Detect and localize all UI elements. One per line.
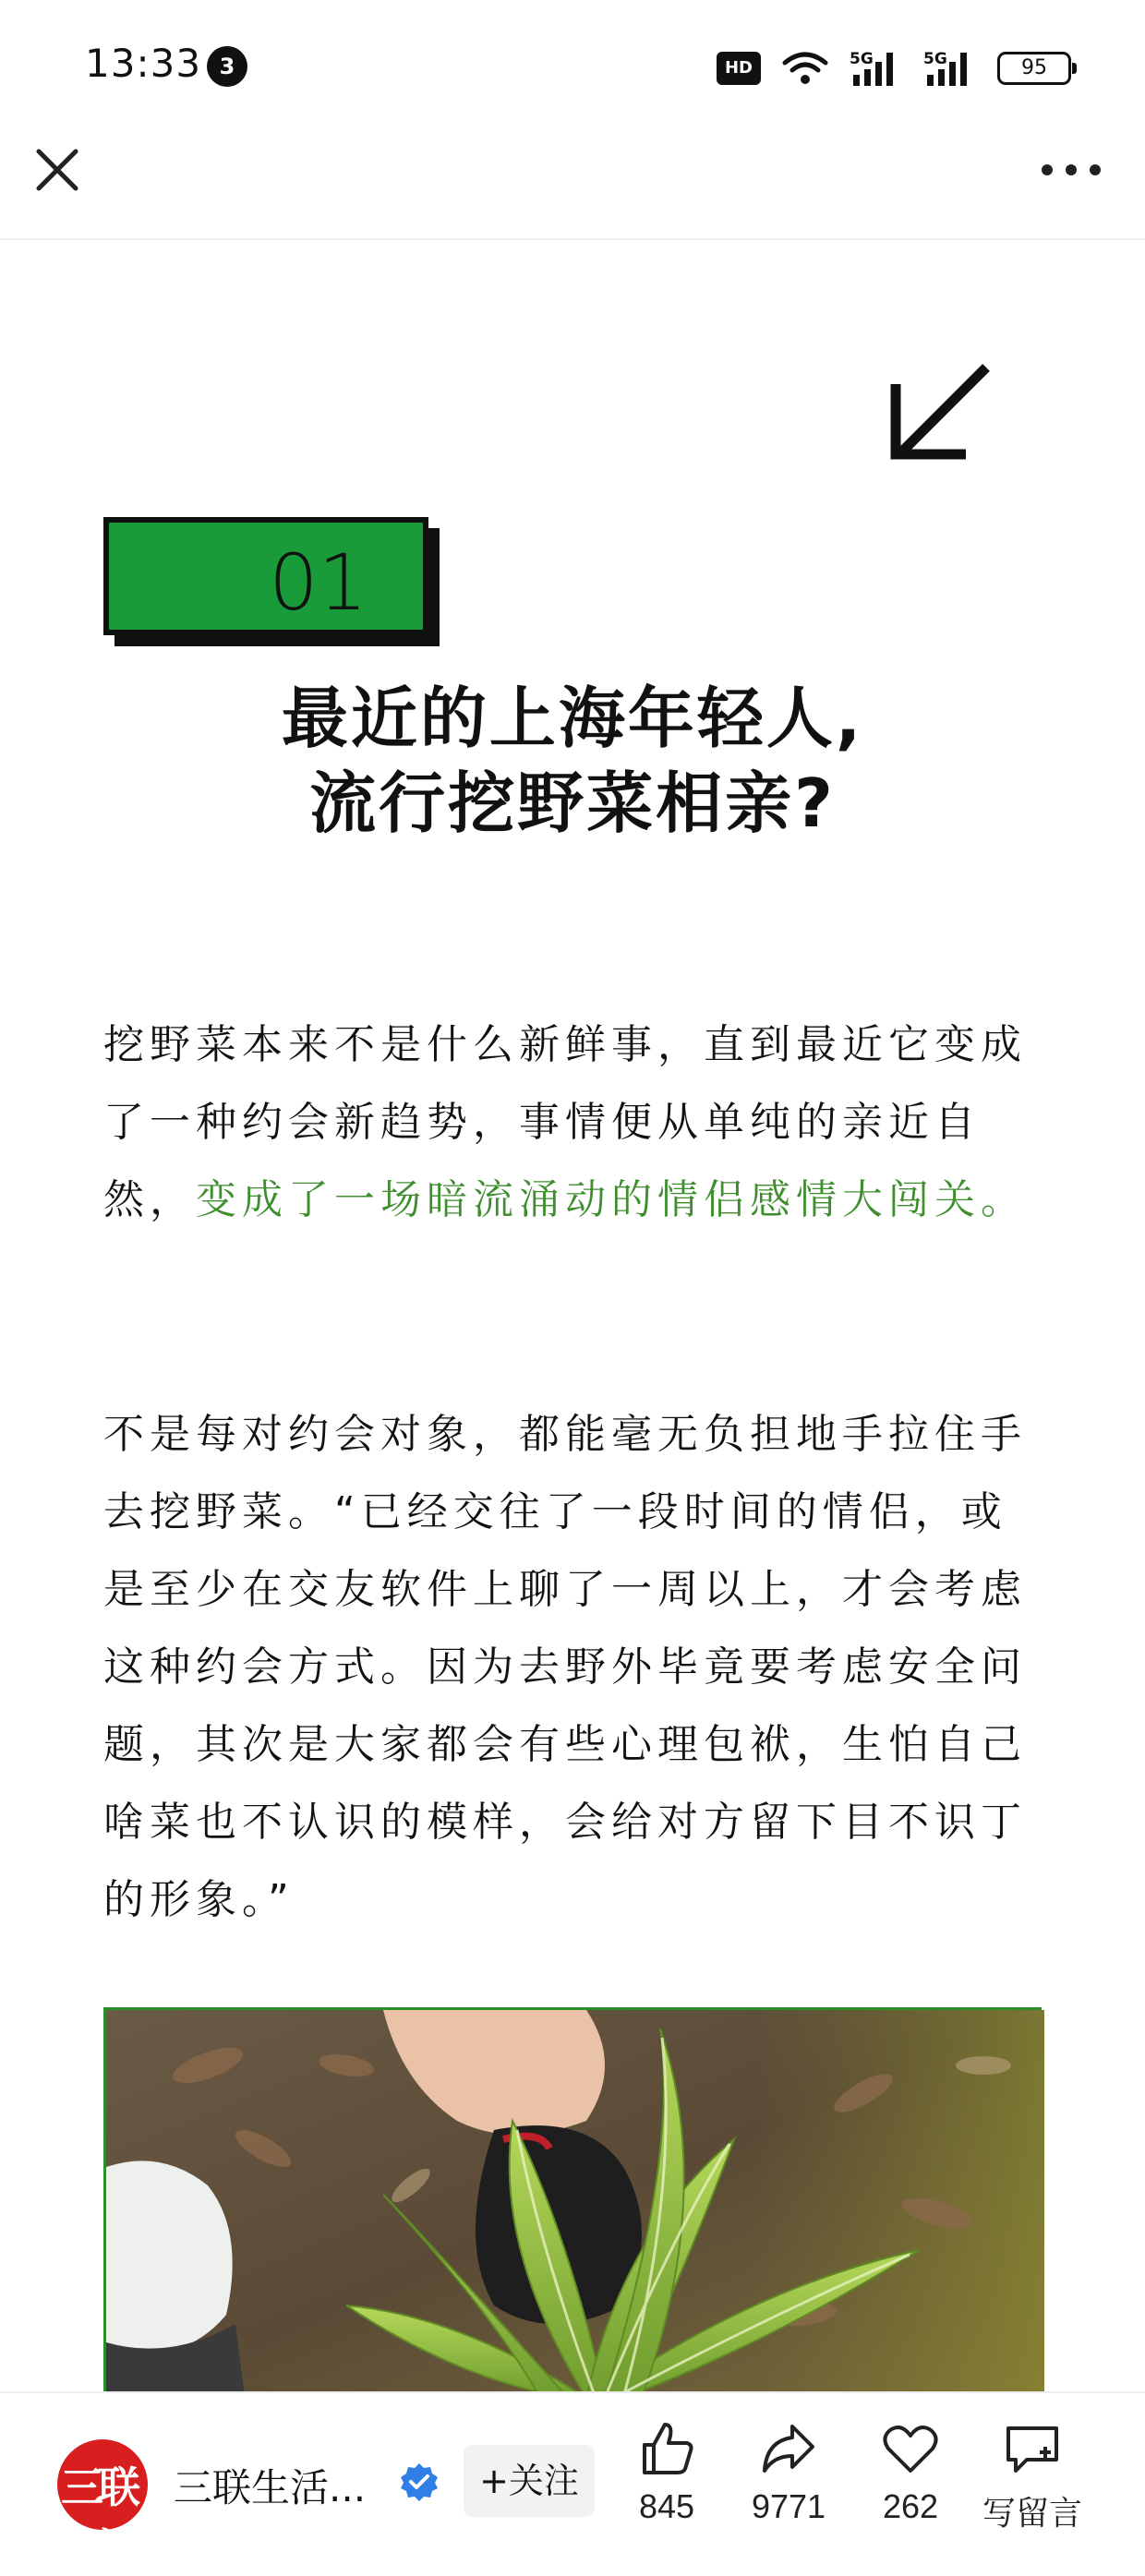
signal-5g-icon-2 <box>923 49 977 88</box>
follow-button[interactable]: +关注 <box>464 2445 595 2517</box>
down-left-arrow-icon <box>886 362 994 462</box>
article-headline <box>92 676 1053 846</box>
network-label-1: 5G <box>850 50 874 68</box>
share-button[interactable] <box>733 2419 844 2526</box>
network-label-2: 5G <box>923 50 947 68</box>
notification-badge: 3 <box>207 46 247 87</box>
signal-5g-icon <box>850 49 903 88</box>
write-comment-button[interactable] <box>977 2419 1088 2534</box>
avatar-logo-text: 三联生活 <box>61 2462 135 2573</box>
author-avatar[interactable] <box>57 2439 148 2573</box>
section-number: 01 <box>269 537 368 628</box>
paragraph-1-highlight: 变成了一场暗流涌动的情侣感情大闯关。 <box>196 1176 1027 1223</box>
headline-line-1: 最近的上海年轻人, <box>281 680 864 757</box>
article-body <box>0 242 1145 2393</box>
battery-indicator: 95 <box>997 52 1071 85</box>
wild-vegetable-photo <box>106 2010 1044 2398</box>
status-bar <box>0 0 1145 120</box>
wifi-icon <box>781 50 829 87</box>
favorite-button[interactable] <box>855 2419 966 2526</box>
section-number-block <box>103 517 440 646</box>
more-icon <box>1038 150 1104 190</box>
write-comment-label: 写留言 <box>982 2494 1082 2532</box>
verified-badge-icon <box>399 2462 440 2502</box>
hd-icon: HD <box>717 52 761 85</box>
heart-icon <box>881 2419 940 2478</box>
comment-plus-icon <box>1003 2419 1062 2478</box>
top-nav <box>0 120 1145 240</box>
status-time: 13:33 <box>85 41 202 86</box>
share-count: 9771 <box>751 2487 826 2525</box>
author-name[interactable]: 三联生活... <box>174 2465 367 2510</box>
bottom-action-bar <box>0 2391 1145 2573</box>
close-button[interactable] <box>28 140 87 199</box>
headline-line-2: 流行挖野菜相亲? <box>309 764 836 842</box>
thumbs-up-icon <box>637 2419 696 2478</box>
paragraph-1-text: 挖野菜本来不是什么新鲜事，直到最近它变成了一种约会新趋势，事情便从单纯的亲近自然， <box>103 1021 1027 1223</box>
article-photo[interactable] <box>103 2007 1042 2395</box>
paragraph-2: 不是每对约会对象，都能毫无负担地手拉住手去挖野菜。“已经交往了一段时间的情侣，或是至少在交友软件上聊了一周以上，才会考虑这种约会方式。因为去野外毕竟要考虑安全问题，其次是大家都会有些心理包袱，生怕自己啥菜也不认识的模样，会给对方留下目不识丁的形象。” <box>103 1411 1027 1923</box>
status-icons <box>717 48 1071 89</box>
more-options-button[interactable] <box>1038 150 1104 190</box>
like-button[interactable] <box>611 2419 722 2526</box>
close-icon <box>28 140 87 199</box>
favorite-count: 262 <box>882 2487 939 2525</box>
like-count: 845 <box>638 2487 695 2525</box>
paragraph-1 <box>103 1006 1042 1239</box>
share-icon <box>759 2419 818 2478</box>
